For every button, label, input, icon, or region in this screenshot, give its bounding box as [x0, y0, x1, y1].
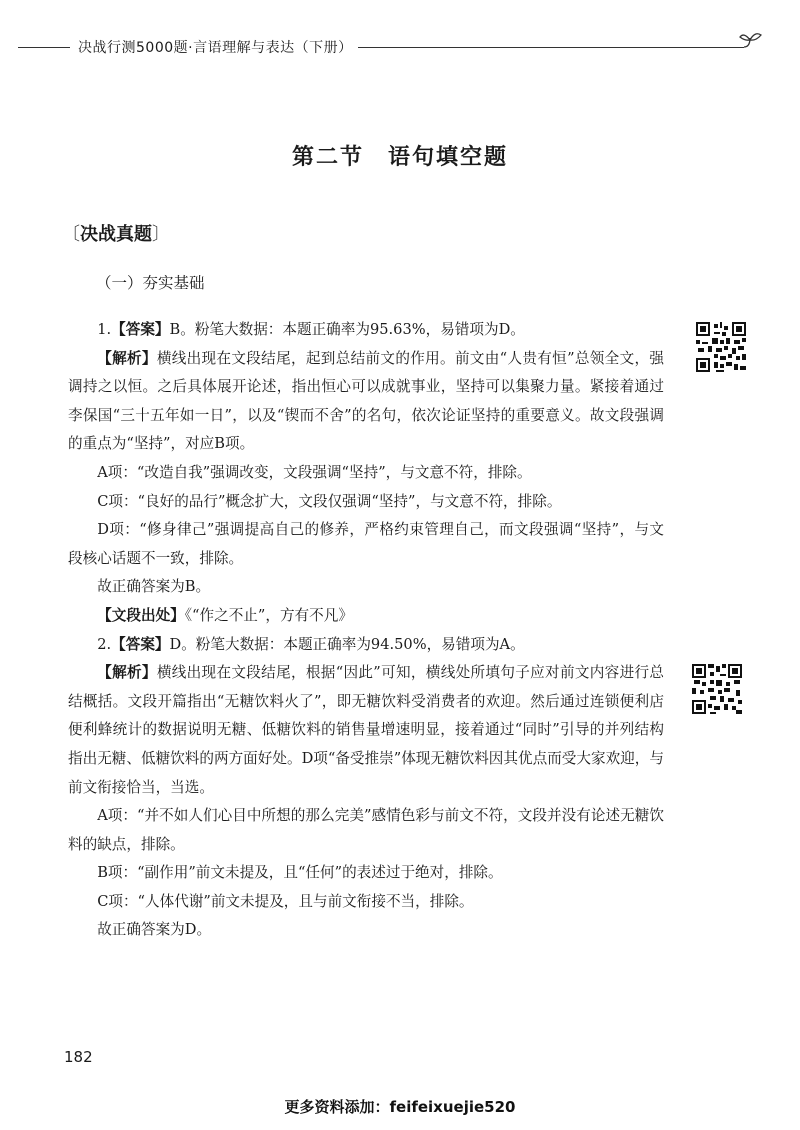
- q1-source: [68, 602, 664, 631]
- header-rule-right: [358, 47, 744, 48]
- q2-answer-line: [68, 631, 664, 660]
- analysis-tag: 【解析】: [97, 664, 157, 682]
- q1-analysis: [68, 345, 664, 459]
- footer-note: 更多资料添加：feifeixuejie520: [284, 1098, 516, 1116]
- source-tag: 【文段出处】: [97, 606, 185, 624]
- heading-bracket-open: 〔: [62, 224, 80, 245]
- section-title: [0, 140, 800, 171]
- q2-option-b: B项：“副作用”前文未提及，且“任何”的表述过于绝对，排除。: [97, 864, 503, 882]
- qr-code-icon: [692, 664, 742, 714]
- q1-source-text: 《“作之不止”，方有不凡》: [184, 606, 353, 624]
- q1-option-d: D项：“修身律己”强调提高自己的修养，严格约束管理自己，而文段强调“坚持”，与文段核心话题不一致，排除。: [68, 521, 664, 567]
- q1-analysis-text: 横线出现在文段结尾，起到总结前文的作用。前文由“人贵有恒”总领全文，强调持之以恒。之后具体展开论述，指出恒心可以成就事业，坚持可以集聚力量。紧接着通过李保国“三十五年如一日”，以及“锲而不舍”的名句，依次论证坚持的重要意义。故文段强调的重点为“坚持”，对应B项。: [68, 349, 664, 453]
- page-number: 182: [64, 1048, 93, 1066]
- q2-analysis: [68, 659, 664, 802]
- sprout-icon: [736, 28, 766, 58]
- q2-analysis-text: 横线出现在文段结尾，根据“因此”可知，横线处所填句子应对前文内容进行总结概括。文段开篇指出“无糖饮料火了”，即无糖饮料受消费者的欢迎。然后通过连锁便利店便利蜂统计的数据说明无糖、低糖饮料的销售量增速明显，接着通过“同时”引导的并列结构指出无糖、低糖饮料的两方面好处。D项“备受推崇”体现无糖饮料因其优点而受大家欢迎，与前文衔接恰当，当选。: [68, 664, 664, 796]
- section-number: 第二节: [291, 145, 364, 170]
- subsection-heading: [62, 220, 170, 246]
- heading-bracket-close: 〕: [152, 224, 170, 245]
- running-header: [18, 34, 758, 60]
- q2-final-answer: 故正确答案为D。: [97, 921, 212, 939]
- section-name: 语句填空题: [388, 145, 509, 170]
- q1-number: 1.: [97, 321, 112, 338]
- q1-option-c: C项：“良好的品行”概念扩大，文段仅强调“坚持”，与文意不符，排除。: [97, 492, 562, 510]
- q2-number: 2.: [97, 635, 112, 653]
- heading-text: 决战真题: [80, 224, 152, 245]
- q2-option-a: A项：“并不如人们心目中所想的那么完美”感情色彩与前文不符，文段并没有论述无糖饮料的缺点，排除。: [68, 807, 664, 853]
- header-rule-left: [18, 47, 70, 48]
- header-title: 决战行测5000题·言语理解与表达（下册）: [78, 40, 353, 56]
- answer-tag: 【答案】: [111, 321, 170, 338]
- q1-final-answer: 故正确答案为B。: [97, 578, 211, 596]
- q2-option-c: C项：“人体代谢”前文未提及，且与前文衔接不当，排除。: [97, 892, 474, 910]
- part-heading: （一）夯实基础: [96, 274, 205, 292]
- analysis-tag: 【解析】: [97, 349, 157, 367]
- answer-body: [68, 316, 664, 945]
- qr-code-icon: [696, 322, 746, 372]
- q1-answer-line: [68, 316, 664, 345]
- q1-option-a: A项：“改造自我”强调改变，文段强调“坚持”，与文意不符，排除。: [97, 463, 532, 481]
- q1-answer: B。粉笔大数据：本题正确率为95.63%，易错项为D。: [169, 321, 525, 338]
- q2-answer: D。粉笔大数据：本题正确率为94.50%，易错项为A。: [169, 635, 525, 653]
- answer-tag: 【答案】: [111, 635, 170, 653]
